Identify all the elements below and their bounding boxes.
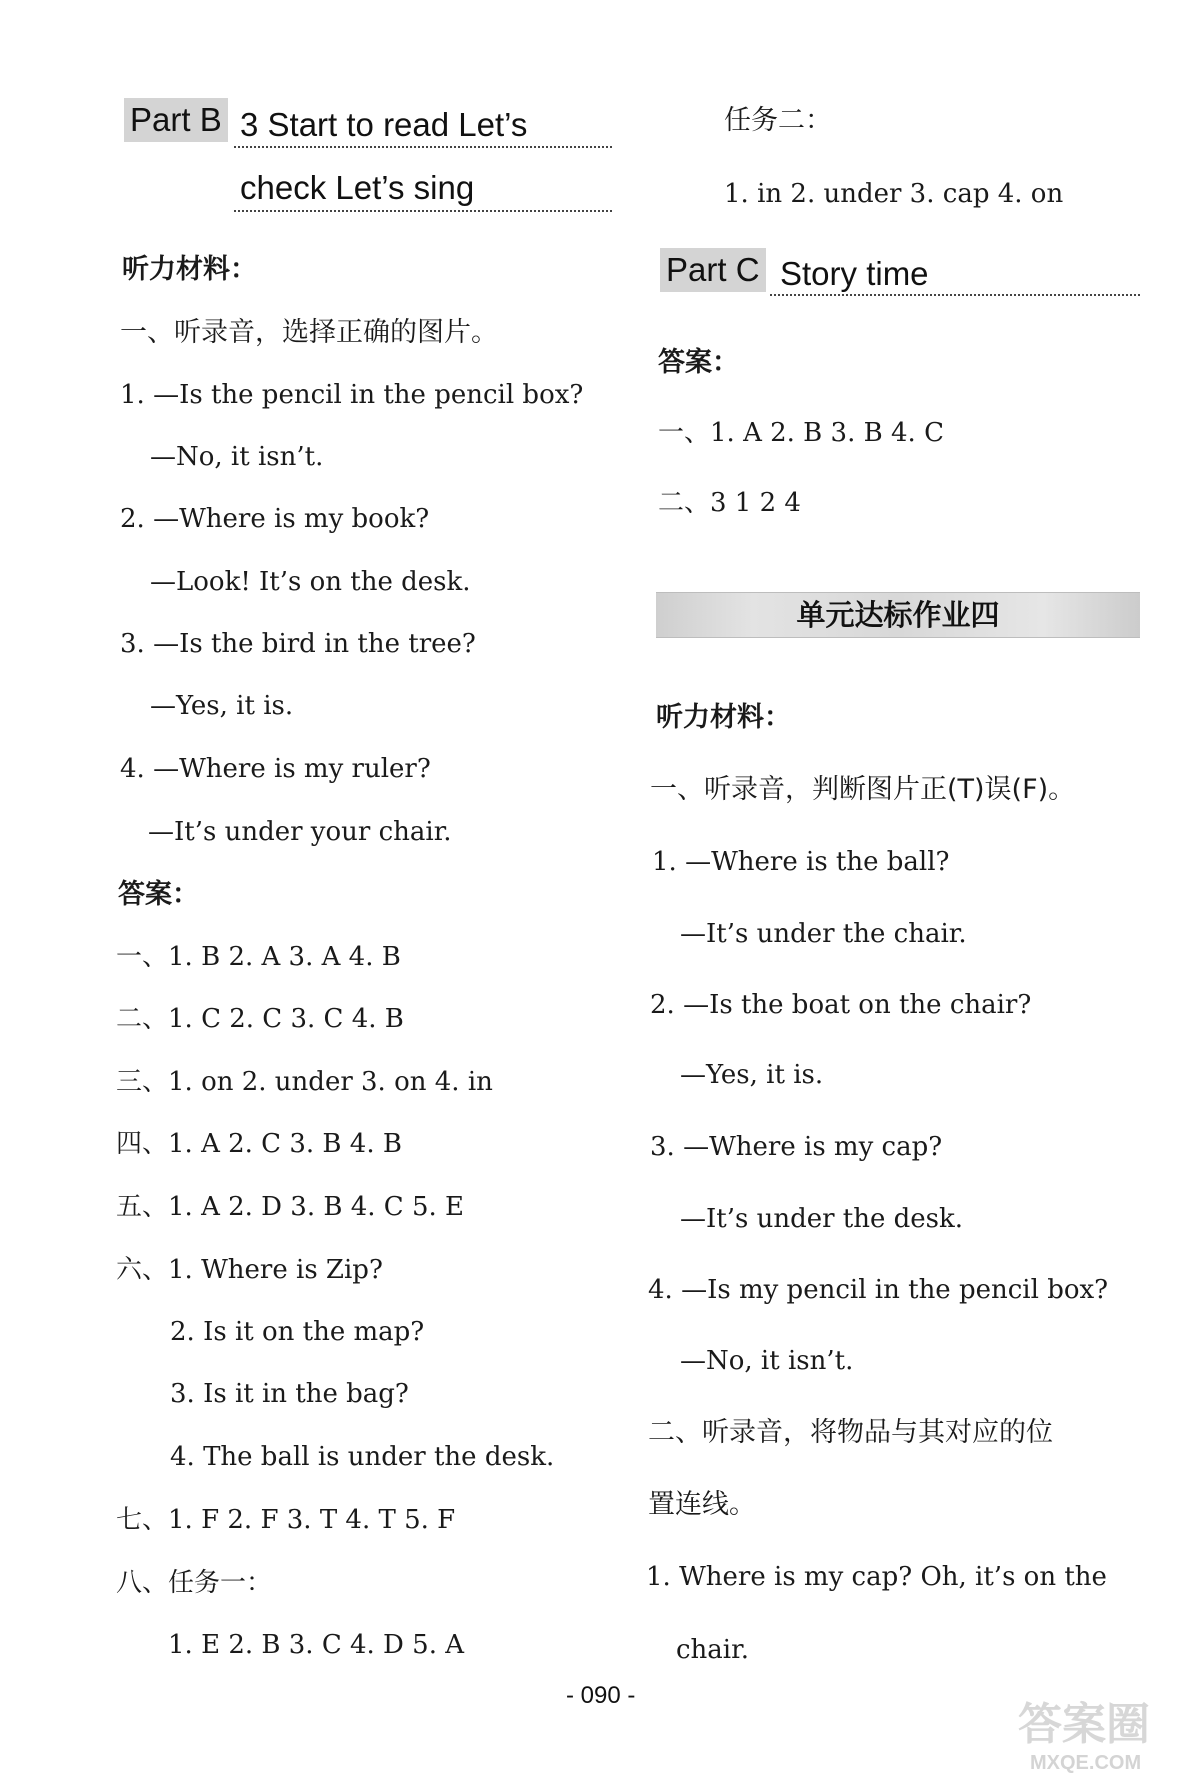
listening-heading: 听力材料： [656, 702, 791, 733]
section2-title-line2: 置连线。 [648, 1489, 756, 1520]
answer-line: 五、1. A 2. D 3. B 4. C 5. E [116, 1192, 465, 1222]
page-number: - 090 - [566, 1682, 636, 1709]
dialogue-line: —It’s under the desk. [680, 1204, 964, 1234]
answer-line: 4. The ball is under the desk. [170, 1442, 555, 1472]
dialogue-line: —Look! It’s on the desk. [150, 567, 471, 597]
dialogue-line: 2. —Is the boat on the chair? [650, 990, 1032, 1020]
part-c-title: Story time [780, 255, 929, 292]
dialogue-line: —It’s under your chair. [148, 817, 452, 847]
answer-line: 一、1. B 2. A 3. A 4. B [116, 942, 401, 972]
part-c-tag: Part C [660, 248, 766, 292]
answer-line: 一、1. A 2. B 3. B 4. C [658, 418, 944, 448]
dialogue-line: —It’s under the chair. [680, 919, 967, 949]
answer-line: 八、任务一： [116, 1568, 273, 1598]
dialogue-line: —No, it isn’t. [150, 442, 324, 472]
unit-banner: 单元达标作业四 [656, 592, 1140, 638]
dialogue-line: —Yes, it is. [680, 1060, 824, 1090]
answers-heading: 答案： [118, 879, 199, 910]
section1-title: 一、听录音，选择正确的图片。 [120, 317, 498, 348]
listening-heading: 听力材料： [122, 254, 257, 285]
answer-line: 四、1. A 2. C 3. B 4. B [116, 1129, 402, 1159]
part-b-title-line1: 3 Start to read Let’s [240, 106, 528, 143]
dialogue-line: 1. —Is the pencil in the pencil box? [120, 380, 584, 410]
answer-line: 六、1. Where is Zip? [116, 1255, 383, 1285]
part-b-title-line2: check Let’s sing [240, 169, 475, 206]
dialogue-line: 2. —Where is my book? [120, 504, 430, 534]
dialogue-line: 4. —Where is my ruler? [120, 754, 431, 784]
dialogue-line: 1. —Where is the ball? [652, 847, 950, 877]
dialogue-line: 3. —Is the bird in the tree? [120, 629, 476, 659]
part-c-underline [770, 294, 1140, 296]
task2-answers: 1. in 2. under 3. cap 4. on [724, 179, 1064, 209]
answer-line: 三、1. on 2. under 3. on 4. in [116, 1067, 493, 1097]
answer-line: 二、1. C 2. C 3. C 4. B [116, 1004, 404, 1034]
section2-item1-line2: chair. [676, 1635, 749, 1665]
answer-line: 二、3 1 2 4 [658, 488, 801, 518]
task2-label: 任务二： [724, 105, 832, 136]
section1-title: 一、听录音，判断图片正(T)误(F)。 [650, 774, 1076, 805]
part-b-tag: Part B [124, 98, 228, 142]
dialogue-line: —No, it isn’t. [680, 1346, 854, 1376]
watermark-top: 答案圈 [1018, 1700, 1150, 1749]
dialogue-line: 3. —Where is my cap? [650, 1132, 943, 1162]
dialogue-line: 4. —Is my pencil in the pencil box? [648, 1275, 1109, 1305]
answer-line: 1. E 2. B 3. C 4. D 5. A [168, 1630, 465, 1660]
part-b-underline-1 [234, 146, 612, 148]
answer-line: 3. Is it in the bag? [170, 1379, 409, 1409]
answer-line: 2. Is it on the map? [170, 1317, 425, 1347]
section2-item1-line1: 1. Where is my cap? Oh, it’s on the [646, 1562, 1107, 1592]
answers-heading: 答案： [658, 347, 739, 378]
answer-line: 七、1. F 2. F 3. T 4. T 5. F [116, 1505, 456, 1535]
part-b-underline-2 [234, 210, 612, 212]
section2-title-line1: 二、听录音，将物品与其对应的位 [648, 1417, 1053, 1448]
watermark-bottom: MXQE.COM [1030, 1752, 1142, 1774]
dialogue-line: —Yes, it is. [150, 691, 294, 721]
